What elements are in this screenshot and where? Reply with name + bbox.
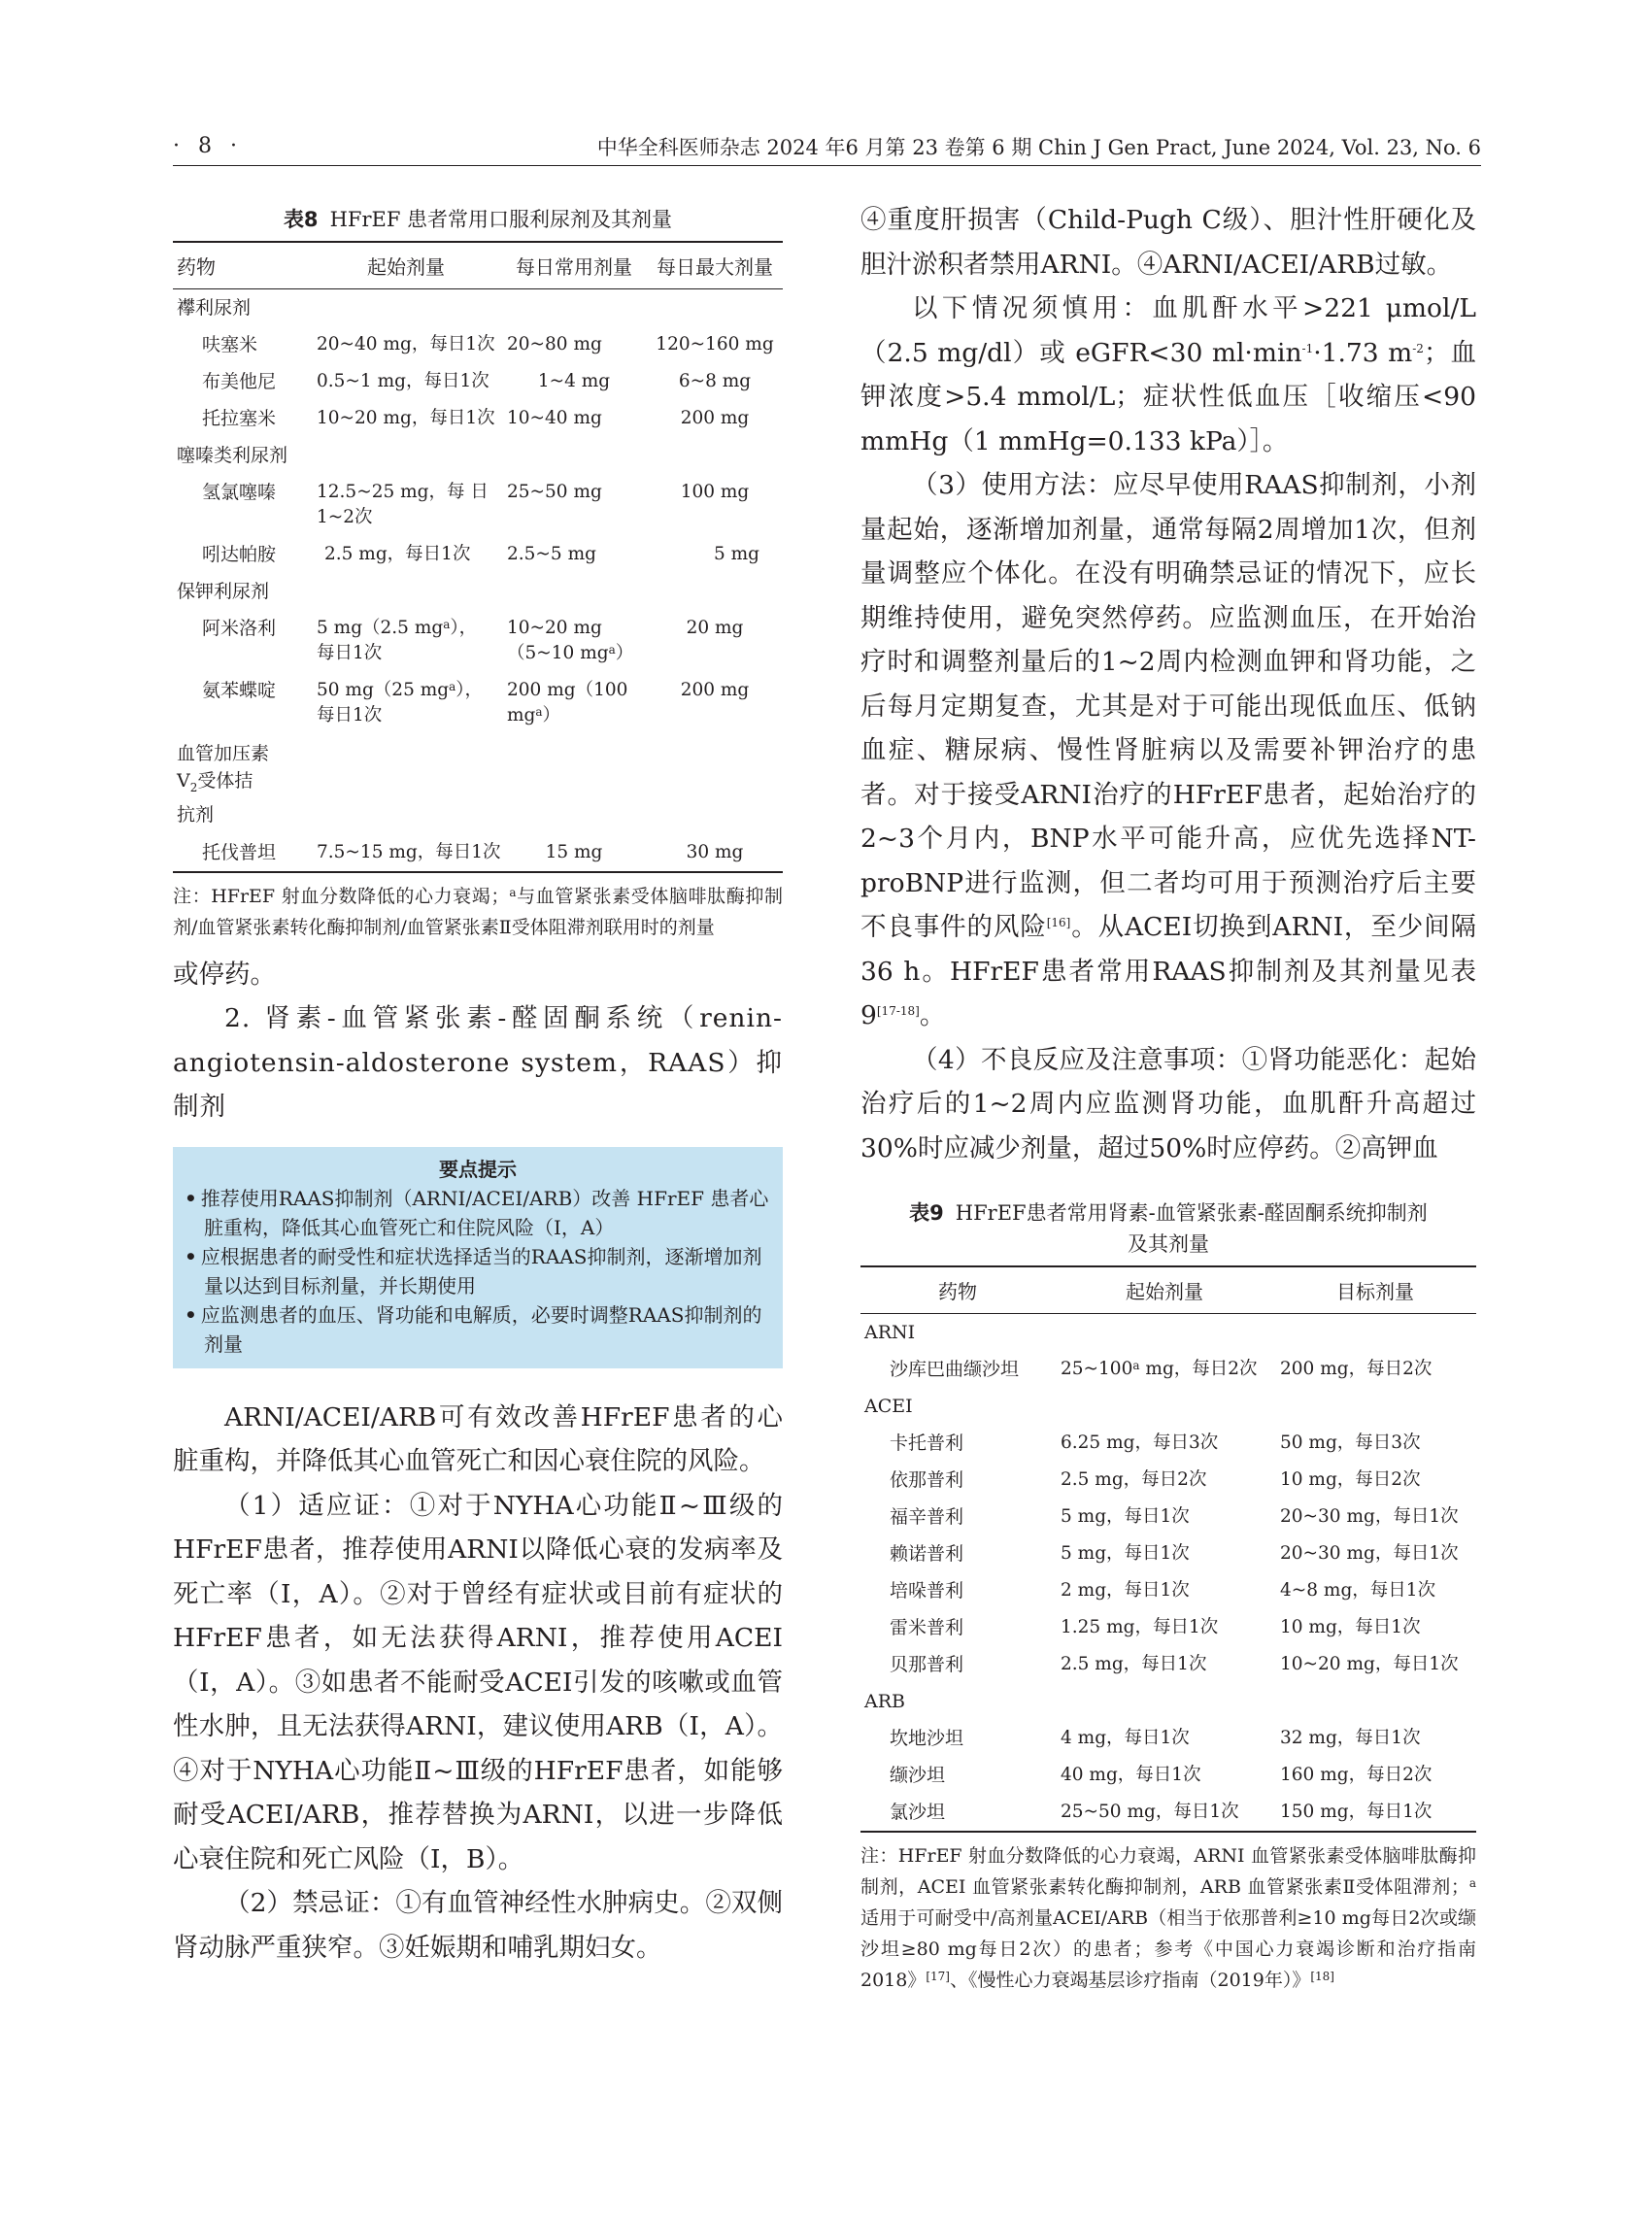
paragraph-text: 以下情况须慎用：血肌酐水平>221 μmol/L（2.5 mg/dl）或 eGFR<30 ml·min <box>860 293 1476 368</box>
page-number: · 8 · <box>173 134 243 158</box>
footnote-mark: a <box>608 643 616 657</box>
table9-label: 表9 <box>909 1201 944 1225</box>
table-row <box>173 834 783 872</box>
target-dose: 50 mg，每日3次 <box>1280 1433 1421 1453</box>
paragraph-text: 。从ACEI切换到ARNI，至少间隔36 h。HFrEF患者常用RAAS抑制剂及其剂量见表9 <box>860 912 1476 1030</box>
key-points-title: 要点提示 <box>439 1157 517 1181</box>
category-line: V <box>177 770 190 792</box>
start-dose: 2.5 mg，每日1次 <box>324 544 471 564</box>
footnote-mark: a <box>1132 1359 1140 1372</box>
category-label: ARNI <box>864 1322 916 1343</box>
table-row <box>173 610 783 672</box>
start-dose: 4 mg，每日1次 <box>1061 1728 1190 1748</box>
category-label: ACEI <box>864 1396 913 1417</box>
dose-text: 10~20 mg（5~10 mg <box>507 618 609 663</box>
table-row <box>860 1388 1476 1425</box>
table-row <box>860 1683 1476 1720</box>
start-dose: 2 mg，每日1次 <box>1061 1580 1190 1601</box>
max-dose: 200 mg <box>680 680 750 700</box>
table-row <box>173 437 783 474</box>
journal-header: 中华全科医师杂志 2024 年6 月第 23 卷第 6 期 Chin J Gen Pract, June 2024, Vol. 23, No. 6 <box>596 136 1481 159</box>
category-label <box>173 734 783 834</box>
key-point-text: 推荐使用RAAS抑制剂（ARNI/ACEI/ARB）改善 HFrEF 患者心脏重构，降低其心血管死亡和住院风险（Ⅰ，A） <box>200 1186 769 1239</box>
drug-name: 雷米普利 <box>890 1617 964 1638</box>
drug-name: 呋塞米 <box>202 334 258 355</box>
key-point-item <box>185 1242 771 1300</box>
note-text: 适用于可耐受中/高剂量ACEI/ARB（相当于依那普利≥10 mg每日2次或缬沙坦≥80 mg每日2次）的患者；参考《中国心力衰竭诊断和治疗指南2018》 <box>860 1907 1476 1991</box>
category-label: 襻利尿剂 <box>177 297 252 319</box>
note-text: 与血管紧张素受体脑啡肽酶抑制剂/血管紧张素转化酶抑制剂/血管紧张素Ⅱ受体阻滞剂联用时的剂量 <box>173 885 783 938</box>
table-row <box>860 1794 1476 1832</box>
dose-text: 200 mg（100 mg <box>507 680 628 725</box>
category-line: 受体拮 <box>197 770 253 792</box>
drug-name: 托拉塞米 <box>202 408 277 429</box>
section-heading: 2. 肾素-血管紧张素-醛固酮系统（renin-angiotensin-aldosterone system，RAAS）抑制剂 <box>173 1003 783 1123</box>
drug-name: 贝那普利 <box>890 1654 964 1675</box>
drug-name: 缬沙坦 <box>890 1765 946 1786</box>
subscript: 2 <box>189 780 198 794</box>
dose-text: ） <box>615 643 634 663</box>
start-dose: 5 mg，每日1次 <box>1061 1543 1190 1564</box>
start-dose: 10~20 mg，每日1次 <box>317 408 495 428</box>
start-dose: 1.25 mg，每日1次 <box>1061 1617 1219 1637</box>
table9 <box>860 1265 1476 1833</box>
drug-name: 布美他尼 <box>202 371 277 392</box>
category-line: 抗剂 <box>177 803 215 826</box>
table-row <box>173 672 783 734</box>
table-row <box>860 1572 1476 1609</box>
paragraph-text: ·1.73 m <box>1313 337 1413 368</box>
footnote-mark: a <box>443 618 451 631</box>
paragraph <box>860 463 1476 1038</box>
citation: [16] <box>1046 916 1071 929</box>
table-row <box>860 1609 1476 1646</box>
daily-dose <box>501 672 647 734</box>
paragraph: （1）适应证：①对于NYHA心功能Ⅱ~Ⅲ级的HFrEF患者，推荐使用ARNI以降低心衰的发病率及死亡率（Ⅰ，A）。②对于曾经有症状或目前有症状的HFrEF患者，如无法获得ARNI，推荐使用ACEI（Ⅰ，A）。③如患者不能耐受ACEI引发的咳嗽或血管性水肿，且无法获得ARNI，建议使用ARB（Ⅰ，A）。④对于NYHA心功能Ⅱ~Ⅲ级的HFrEF患者，如能够耐受ACEI/ARB，推荐替换为ARNI，以进一步降低心衰住院和死亡风险（Ⅰ，B）。 <box>173 1490 783 1874</box>
table9-note <box>860 1840 1476 1996</box>
table-row <box>173 734 783 834</box>
target-dose: 10 mg，每日1次 <box>1280 1617 1421 1637</box>
table8-label: 表8 <box>283 208 319 231</box>
key-point-text: 应根据患者的耐受性和症状选择适当的RAAS抑制剂，逐渐增加剂量以达到目标剂量，并长期使用 <box>200 1244 762 1298</box>
citation: [18] <box>1310 1970 1334 1983</box>
category-line: 血管加压素 <box>177 743 270 764</box>
start-dose: 2.5 mg，每日2次 <box>1061 1469 1207 1490</box>
bullet-icon: • <box>185 1186 197 1210</box>
table-row <box>173 400 783 437</box>
dose-text: mg，每日2次 <box>1139 1359 1258 1379</box>
table8-col-max: 每日最大剂量 <box>647 242 783 289</box>
table-row <box>860 1462 1476 1499</box>
table-row <box>860 1425 1476 1462</box>
table9-col-drug: 药物 <box>860 1266 1055 1314</box>
table-row <box>860 1720 1476 1757</box>
daily-dose: 10~40 mg <box>507 408 602 428</box>
footnote-mark: a <box>535 705 543 719</box>
drug-name: 氢氯噻嗪 <box>202 482 277 503</box>
right-column <box>860 204 1476 1996</box>
daily-dose: 25~50 mg <box>507 482 602 502</box>
start-dose: 0.5~1 mg，每日1次 <box>317 371 489 391</box>
table-row <box>860 1535 1476 1572</box>
drug-name: 吲达帕胺 <box>202 544 277 565</box>
daily-dose <box>501 610 647 672</box>
dose-text: ），每日1次 <box>317 618 478 663</box>
citation: [17-18] <box>876 1004 920 1018</box>
start-dose: 20~40 mg，每日1次 <box>317 334 495 354</box>
table-row <box>173 289 783 327</box>
start-dose: 25~50 mg，每日1次 <box>1055 1794 1274 1832</box>
max-dose: 200 mg <box>680 408 750 428</box>
max-dose: 100 mg <box>680 482 750 502</box>
table-row <box>860 1351 1476 1388</box>
daily-dose: 15 mg <box>501 834 647 872</box>
paragraph-continuation: 或停药。 <box>173 959 276 990</box>
note-text: 注：HFrEF 射血分数降低的心力衰竭，ARNI 血管紧张素受体脑啡肽酶抑制剂，ACEI 血管紧张素转化酶抑制剂，ARB 血管紧张素Ⅱ受体阻滞剂； <box>860 1845 1476 1898</box>
drug-name: 福辛普利 <box>890 1506 964 1528</box>
dose-text: ） <box>542 705 561 725</box>
start-dose: 40 mg，每日1次 <box>1061 1765 1201 1785</box>
superscript: -2 <box>1412 341 1424 355</box>
table8-col-start: 起始剂量 <box>311 242 501 289</box>
drug-name: 卡托普利 <box>890 1433 964 1454</box>
table8-col-drug: 药物 <box>173 242 311 289</box>
drug-name: 氯沙坦 <box>860 1794 1055 1832</box>
key-point-item <box>185 1300 771 1359</box>
key-point-text: 应监测患者的血压、肾功能和电解质，必要时调整RAAS抑制剂的剂量 <box>200 1302 762 1356</box>
drug-name: 坎地沙坦 <box>890 1728 964 1749</box>
start-dose: 12.5~25 mg，每 日 1~2次 <box>317 482 489 527</box>
category-label: 保钾利尿剂 <box>177 581 270 602</box>
footnote-mark: a <box>449 680 456 693</box>
paragraph-continuation: ④重度肝损害（Child-Pugh C级）、胆汁性肝硬化及胆汁淤积者禁用ARNI。④ARNI/ACEI/ARB过敏。 <box>860 205 1476 280</box>
drug-name: 培哚普利 <box>890 1580 964 1601</box>
table9-title-text: 及其剂量 <box>1128 1232 1209 1256</box>
paragraph: （2）禁忌证：①有血管神经性水肿病史。②双侧肾动脉严重狭窄。③妊娠期和哺乳期妇女。 <box>173 1888 783 1963</box>
table9-col-target: 目标剂量 <box>1274 1266 1476 1314</box>
table8-col-daily: 每日常用剂量 <box>501 242 647 289</box>
table-row <box>860 1646 1476 1683</box>
header-rule <box>173 165 1481 166</box>
dose-text: ），每日1次 <box>317 680 484 725</box>
drug-name: 依那普利 <box>890 1469 964 1491</box>
citation: [17] <box>926 1970 950 1983</box>
target-dose: 20~30 mg，每日1次 <box>1280 1543 1459 1564</box>
table9-title <box>860 1197 1476 1260</box>
bullet-icon: • <box>185 1244 197 1268</box>
left-column <box>173 204 783 1970</box>
table-row <box>173 326 783 363</box>
max-dose: 5 mg <box>713 544 759 564</box>
max-dose: 120~160 mg <box>656 334 774 354</box>
footnote-mark: a <box>509 885 517 899</box>
drug-name: 赖诺普利 <box>890 1543 964 1565</box>
target-dose: 4~8 mg，每日1次 <box>1280 1580 1436 1601</box>
category-label: 噻嗪类利尿剂 <box>177 445 288 466</box>
daily-dose: 1~4 mg <box>537 371 611 391</box>
start-dose <box>1055 1351 1274 1388</box>
superscript: -1 <box>1301 341 1314 355</box>
table-row <box>173 363 783 400</box>
daily-dose: 20~80 mg <box>507 334 602 354</box>
target-dose: 10~20 mg，每日1次 <box>1280 1654 1459 1674</box>
table9-col-start: 起始剂量 <box>1055 1266 1274 1314</box>
paragraph <box>860 287 1476 463</box>
dose-text: 25~100 <box>1061 1359 1133 1379</box>
table-row <box>173 536 783 573</box>
target-dose: 10 mg，每日2次 <box>1280 1469 1421 1490</box>
table-row <box>173 573 783 610</box>
table8-title <box>173 204 783 235</box>
paragraph-text: （3）使用方法：应尽早使用RAAS抑制剂，小剂量起始，逐渐增加剂量，通常每隔2周增加1次，但剂量调整应个体化。在没有明确禁忌证的情况下，应长期维持使用，避免突然停药。应监测血压，在开始治疗时和调整剂量后的1~2周内检测血钾和肾功能，之后每月定期复查，尤其是对于可能出现低血压、低钠血症、糖尿病、慢性肾脏病以及需要补钾治疗的患者。对于接受ARNI治疗的HFrEF患者，起始治疗的2~3个月内，BNP水平可能升高，应优先选择NT-proBNP进行监测，但二者均可用于预测治疗后主要不良事件的风险 <box>860 470 1476 942</box>
drug-name: 阿米洛利 <box>202 618 277 639</box>
dose-text: 5 mg（2.5 mg <box>317 618 444 638</box>
drug-name: 托伐普坦 <box>173 834 311 872</box>
target-dose: 150 mg，每日1次 <box>1274 1794 1476 1832</box>
table8 <box>173 241 783 873</box>
start-dose <box>311 610 501 672</box>
max-dose: 30 mg <box>647 834 783 872</box>
start-dose: 7.5~15 mg，每日1次 <box>311 834 501 872</box>
paragraph: （4）不良反应及注意事项：①肾功能恶化：起始治疗后的1~2周内应监测肾功能，血肌酐升高超过30%时应减少剂量，超过50%时应停药。②高钾血 <box>860 1044 1476 1163</box>
table-row <box>860 1499 1476 1535</box>
start-dose: 6.25 mg，每日3次 <box>1061 1433 1219 1453</box>
max-dose: 20 mg <box>686 618 744 638</box>
start-dose: 2.5 mg，每日1次 <box>1061 1654 1207 1674</box>
target-dose: 20~30 mg，每日1次 <box>1280 1506 1459 1527</box>
start-dose <box>311 672 501 734</box>
max-dose: 6~8 mg <box>678 371 752 391</box>
daily-dose: 2.5~5 mg <box>507 544 596 564</box>
target-dose: 160 mg，每日2次 <box>1280 1765 1433 1785</box>
table-row <box>173 474 783 536</box>
bullet-icon: • <box>185 1302 197 1327</box>
start-dose: 5 mg，每日1次 <box>1061 1506 1190 1527</box>
footnote-mark: a <box>1468 1876 1476 1890</box>
paragraph: ARNI/ACEI/ARB可有效改善HFrEF患者的心脏重构，并降低其心血管死亡和因心衰住院的风险。 <box>173 1401 783 1477</box>
paragraph-text: 。 <box>919 1000 946 1030</box>
table8-note <box>173 881 783 943</box>
target-dose: 200 mg，每日2次 <box>1280 1359 1433 1379</box>
table-row <box>860 1314 1476 1352</box>
table8-header-row <box>173 242 783 289</box>
note-text: 、《慢性心力衰竭基层诊疗指南（2019年）》 <box>950 1970 1311 1991</box>
paragraph-text: ；血钾浓度>5.4 mmol/L；症状性低血压［收缩压<90 mmHg（1 mmHg=0.133 kPa）］。 <box>860 337 1476 456</box>
category-label: ARB <box>864 1691 905 1712</box>
target-dose: 32 mg，每日1次 <box>1280 1728 1421 1748</box>
table-row <box>860 1757 1476 1794</box>
table8-title-text: HFrEF 患者常用口服利尿剂及其剂量 <box>329 208 673 231</box>
drug-name: 沙库巴曲缬沙坦 <box>890 1359 1020 1380</box>
drug-name: 氨苯蝶啶 <box>202 680 277 701</box>
table9-header-row <box>860 1266 1476 1314</box>
key-points-box <box>173 1147 783 1368</box>
note-text: 注：HFrEF 射血分数降低的心力衰竭； <box>173 885 510 907</box>
key-point-item <box>185 1184 771 1242</box>
dose-text: 50 mg（25 mg <box>317 680 450 700</box>
table9-title-text: HFrEF患者常用肾素-血管紧张素-醛固酮系统抑制剂 <box>955 1201 1428 1225</box>
